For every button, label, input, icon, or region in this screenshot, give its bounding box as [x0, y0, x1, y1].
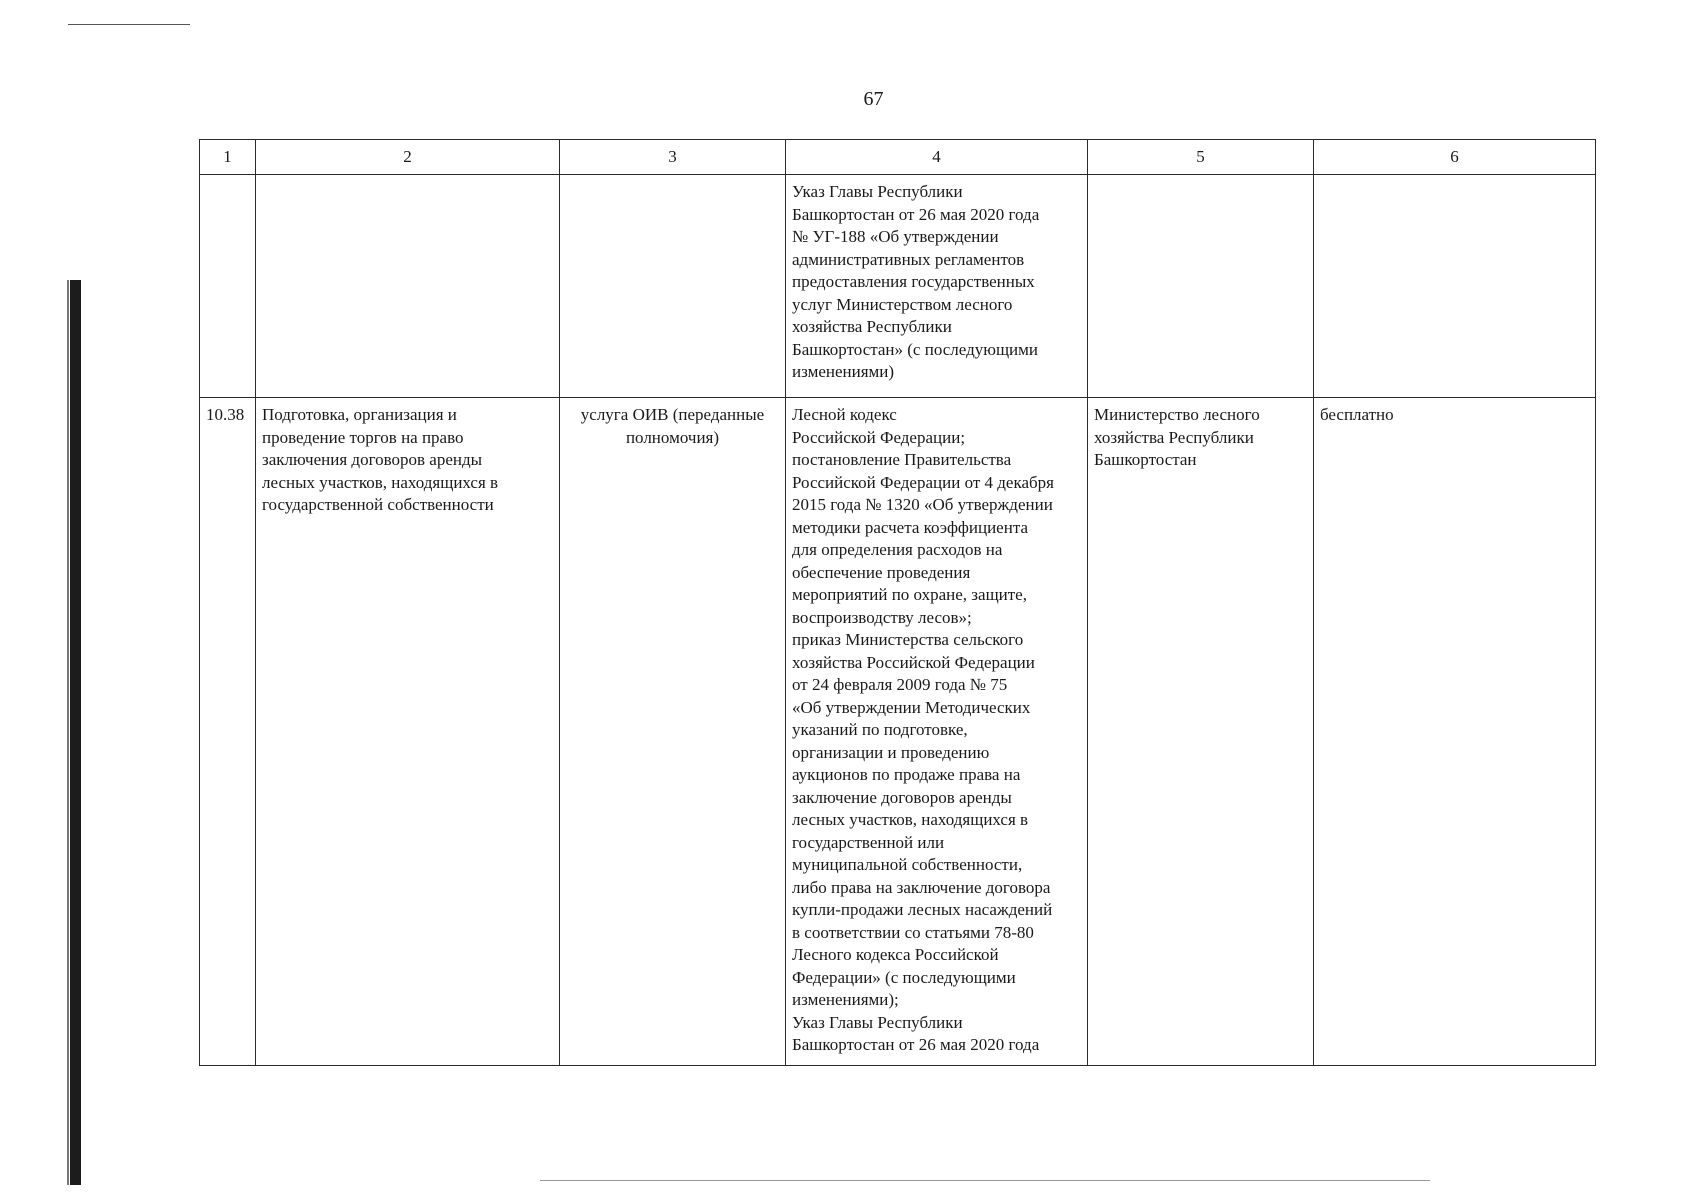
item-legal-basis: Лесной кодекс Российской Федерации; постановление Правительства Российской Федерации от 4 декабря 2015 года № 1320 «Об утверждении методики расчета коэффициента для определения расходов на обеспечение проведения мероприятий по охране, защите, воспроизводству лесов»; приказ Министерства сельского хозяйства Российской Федерации от 24 февраля 2009 года № 75 «Об утверждении Методических указаний по подготовке, организации и проведению аукционов по продаже права на заключение договоров аренды лесных участков, находящихся в государственной или муниципальной собственности, либо права на заключение договора купли-продажи лесных насаждений в соответствии со статьями 78-80 Лесного кодекса Российской Федерации» (с последующими изменениями); Указ Главы Республики Башкортостан от 26 мая 2020 года [786, 398, 1088, 1066]
header-cell-3: 3 [560, 140, 786, 175]
item-organization: Министерство лесного хозяйства Республики Башкортостан [1088, 398, 1314, 1066]
scan-artifact-left-edge-thin [67, 280, 69, 1185]
services-table [199, 139, 1596, 1066]
cont-cell-fee [1314, 175, 1596, 398]
table-row-continuation [200, 175, 1596, 398]
cont-cell-legal-basis: Указ Главы Республики Башкортостан от 26 мая 2020 года № УГ-188 «Об утверждении административных регламентов предоставления государственных услуг Министерством лесного хозяйства Республики Башкортостан» (с последующими изменениями) [786, 175, 1088, 398]
item-number: 10.38 [200, 398, 256, 1066]
header-cell-6: 6 [1314, 140, 1596, 175]
header-cell-5: 5 [1088, 140, 1314, 175]
header-cell-1: 1 [200, 140, 256, 175]
header-cell-2: 2 [256, 140, 560, 175]
page-number: 67 [863, 88, 884, 110]
scan-artifact-left-edge [70, 280, 81, 1185]
header-cell-4: 4 [786, 140, 1088, 175]
table-row-10-38 [200, 398, 1596, 1066]
cont-cell-name [256, 175, 560, 398]
item-fee: бесплатно [1314, 398, 1596, 1066]
item-service-type: услуга ОИВ (переданные полномочия) [560, 398, 786, 1066]
scan-artifact-bottom-line [540, 1180, 1430, 1181]
item-service-name: Подготовка, организация и проведение торгов на право заключения договоров аренды лесных участков, находящихся в государственной собственности [256, 398, 560, 1066]
cont-cell-organization [1088, 175, 1314, 398]
cont-cell-number [200, 175, 256, 398]
table-header-row [200, 140, 1596, 175]
scan-artifact-top-line [68, 24, 190, 25]
cont-cell-type [560, 175, 786, 398]
